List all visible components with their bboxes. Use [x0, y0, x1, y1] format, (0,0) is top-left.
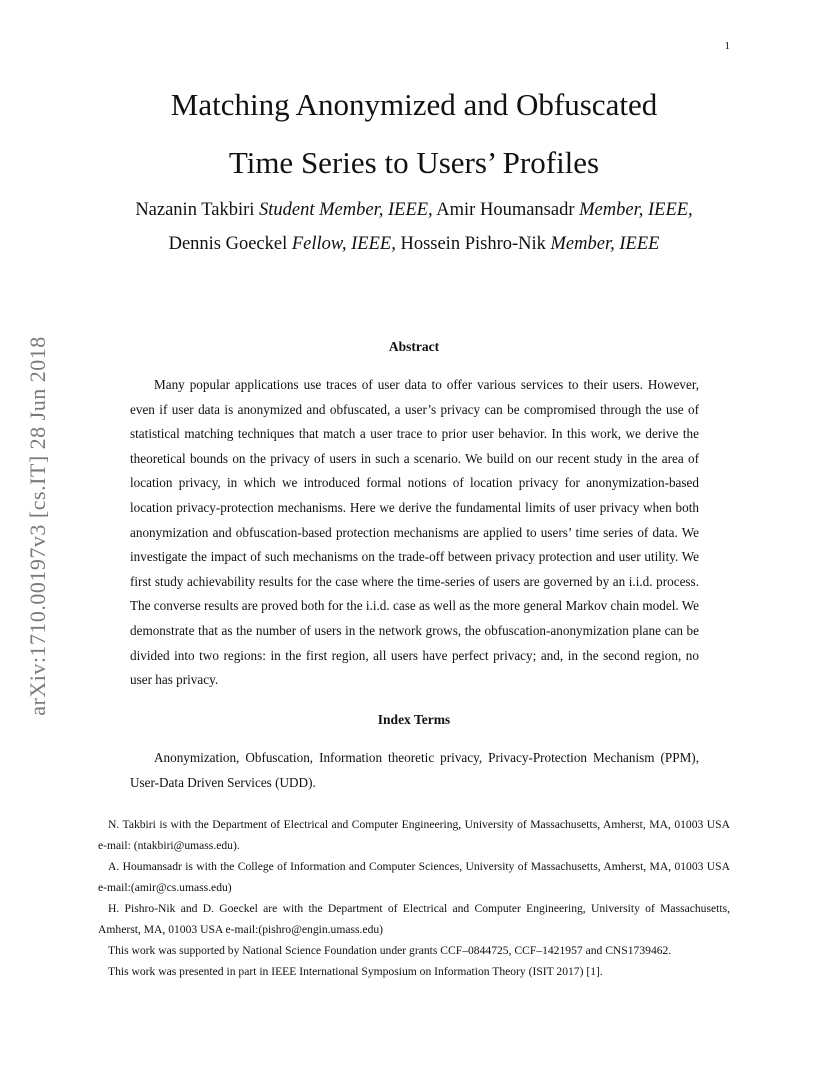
- author-membership: Fellow, IEEE,: [291, 234, 396, 254]
- title-line: Matching Anonymized and Obfuscated: [170, 87, 658, 122]
- author-membership: Member, IEEE: [550, 234, 660, 254]
- author-name: Hossein Pishro-Nik: [400, 234, 546, 254]
- footnote: H. Pishro-Nik and D. Goeckel are with the Department of Electrical and Computer Engineering, University of Massachusetts, Amherst, MA, 01003 USA e-mail:(pishro@engin.umass.edu): [98, 902, 730, 936]
- author-name: Amir Houmansadr: [436, 200, 575, 220]
- paper-title: [0, 76, 828, 192]
- author-name: Nazanin Takbiri: [135, 200, 255, 220]
- footnote: N. Takbiri is with the Department of Electrical and Computer Engineering, University of Massachusetts, Amherst, MA, 01003 USA e-mail: (ntakbiri@umass.edu).: [98, 818, 730, 852]
- author-list: [0, 193, 828, 261]
- author-membership: Member, IEEE,: [579, 200, 693, 220]
- index-terms-heading: Index Terms: [377, 712, 451, 727]
- title-line: Time Series to Users’ Profiles: [228, 145, 600, 180]
- footnotes: [98, 814, 730, 982]
- author-membership: Student Member, IEEE,: [259, 200, 433, 220]
- author-name: Dennis Goeckel: [168, 234, 288, 254]
- author-line: [0, 193, 828, 227]
- footnote: This work was presented in part in IEEE International Symposium on Information Theory (ISIT 2017) [1].: [108, 965, 603, 978]
- abstract-heading: Abstract: [388, 339, 440, 354]
- footnote: This work was supported by National Science Foundation under grants CCF–0844725, CCF–1421957 and CNS1739462.: [108, 944, 672, 957]
- author-line: [0, 227, 828, 261]
- footnote: A. Houmansadr is with the College of Information and Computer Sciences, University of Massachusetts, Amherst, MA, 01003 USA e-mail:(amir@cs.umass.edu): [98, 860, 730, 894]
- index-terms-text: Anonymization, Obfuscation, Information theoretic privacy, Privacy-Protection Mechanism (PPM), User-Data Driven Services (UDD).: [130, 750, 699, 790]
- page-number: 1: [724, 40, 730, 52]
- abstract-text: Many popular applications use traces of user data to offer various services to their users. However, even if user data is anonymized and obfuscated, a user’s privacy can be compromised through the use of statistical matching techniques that match a user trace to prior user behavior. In this work, we derive the theoretical bounds on the privacy of users in such a scenario. We build on our recent study in the area of location privacy, in which we introduced formal notions of location privacy for anonymization-based location privacy-protection mechanisms. Here we derive the fundamental limits of user privacy when both anonymization and obfuscation-based protection mechanisms are applied to users’ time series of data. We investigate the impact of such mechanisms on the trade-off between privacy protection and user utility. We first study achievability results for the case where the time-series of users are governed by an i.i.d. process. The converse results are proved both for the i.i.d. case as well as the more general Markov chain model. We demonstrate that as the number of users in the network grows, the obfuscation-anonymization plane can be divided into two regions: in the first region, all users have perfect privacy; and, in the second region, no user has privacy.: [130, 377, 699, 688]
- arxiv-identifier: arXiv:1710.00197v3 [cs.IT] 28 Jun 2018: [25, 336, 50, 716]
